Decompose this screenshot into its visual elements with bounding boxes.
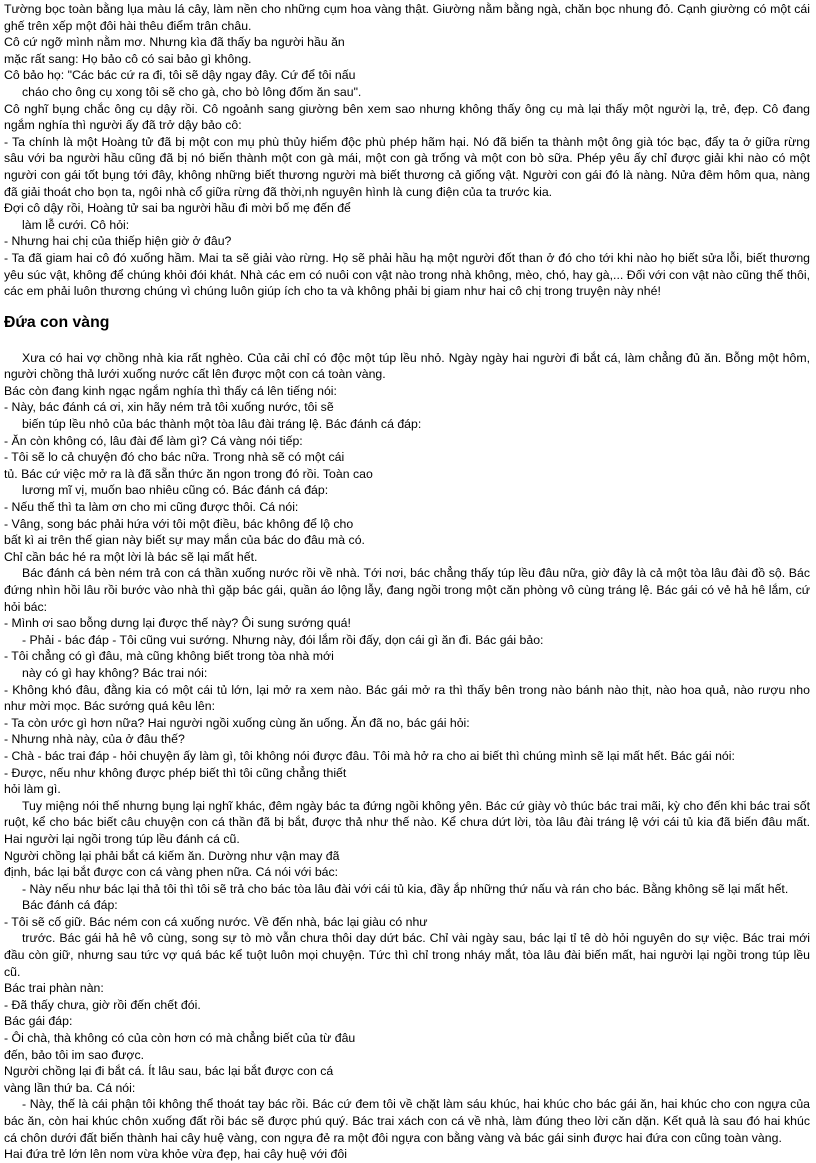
paragraph: trước. Bác gái hả hê vô cùng, song sự tò mò vẫn chưa thôi day dứt bác. Chỉ vài ngày sau, bác lại tỉ tê dò hỏi nguyên do sự việc. Bác trai mới đầu còn giữ, nhưng sau tức vợ quá bác kể tuột luôn mọi chuyện. Tức thì chỉ trong nháy mắt, tòa lâu đài biến mất, hai người lại ngồi trong túp lều cũ.	[4, 931, 810, 979]
paragraph: Tường bọc toàn bằng lụa màu lá cây, làm nền cho những cụm hoa vàng thật. Giường nằm bằng ngà, chăn bọc nhung đỏ. Cạnh giường có một cái ghế trên xếp một đôi hài thêu điểm trân châu.	[4, 2, 810, 33]
paragraph: Bác trai phàn nàn:	[4, 981, 104, 996]
paragraph: - Này, thế là cái phận tôi không thể thoát tay bác rồi. Bác cứ đem tôi về chặt làm sáu khúc, hai khúc cho bác gái ăn, hai khúc cho con ngựa của bác ăn, còn hai khúc chôn xuống đất rồi bác sẽ được phú quý. Bác trai xách con cá về nhà, làm đúng theo lời căn dặn. Kết quả là sau đó hai khúc cá chôn dưới đất biến thành hai cây huệ vàng, con ngựa đẻ ra một đôi ngựa con bằng vàng và bác gái sinh được hai đứa con cũng toàn vàng.	[4, 1097, 810, 1145]
paragraph: - Này, bác đánh cá ơi, xin hãy ném trả tôi xuống nước, tôi sẽ	[4, 400, 334, 415]
paragraph: tủ. Bác cứ việc mở ra là đã sẵn thức ăn ngon trong đó rồi. Toàn cao	[4, 466, 373, 481]
paragraph: Hai đứa trẻ lớn lên nom vừa khỏe vừa đẹp, hai cây huệ với đôi	[4, 1147, 347, 1162]
paragraph: làm lễ cưới. Cô hỏi:	[22, 217, 130, 232]
paragraph: cháo cho ông cụ xong tôi sẽ cho gà, cho bò lông đốm ăn sau".	[22, 84, 362, 99]
paragraph: - Ta đã giam hai cô đó xuống hầm. Mai ta sẽ giải vào rừng. Họ sẽ phải hầu hạ một người đốt than ở đó cho tới khi nào họ biết sửa lỗi, biết thương yêu súc vật, không để chúng khỏi đói khát. Nhà các em có nuôi con vật nào trong nhà không, mèo, chó, hay gà,... Đối với con vật nào cũng thế thôi, các em phải luôn thương chúng vì chúng luôn giúp ích cho ta và không phải bị giam như hai cô chị trong truyện này nhé!	[4, 250, 810, 299]
paragraph: - Ta còn ước gì hơn nữa? Hai người ngồi xuống cùng ăn uống. Ăn đã no, bác gái hỏi:	[4, 715, 470, 730]
paragraph: - Tôi sẽ lo cả chuyện đó cho bác nữa. Trong nhà sẽ có một cái	[4, 450, 345, 465]
story-heading: Đứa con vàng	[4, 313, 110, 331]
paragraph: bất kì ai trên thế gian này biết sự may mắn của bác do đâu mà có.	[4, 533, 365, 548]
paragraph: - Này nếu như bác lại thả tôi thì tôi sẽ trả cho bác tòa lâu đài với cái tủ kia, đầy ắp những thứ nấu và rán cho bác. Bằng không sẽ lại mất hết.	[22, 881, 789, 896]
paragraph: - Chà - bác trai đáp - hỏi chuyện ấy làm gì, tôi không nói được đâu. Tôi mà hở ra cho ai biết thì chúng mình sẽ lại mất hết. Bác gái nói:	[4, 748, 735, 763]
paragraph: - Ăn còn không có, lâu đài để làm gì? Cá vàng nói tiếp:	[4, 433, 303, 448]
paragraph: - Vâng, song bác phải hứa với tôi một điều, bác không để lộ cho	[4, 516, 354, 531]
paragraph: Người chồng lại phải bắt cá kiếm ăn. Dường như vận may đã	[4, 848, 340, 863]
paragraph: - Mình ơi sao bỗng dưng lại được thế này? Ôi sung sướng quá!	[4, 616, 351, 631]
paragraph: đến, bảo tôi im sao được.	[4, 1047, 145, 1062]
paragraph: biến túp lều nhỏ của bác thành một tòa lâu đài tráng lệ. Bác đánh cá đáp:	[22, 417, 422, 432]
paragraph: này có gì hay không? Bác trai nói:	[22, 665, 208, 680]
paragraph: Tuy miệng nói thế nhưng bụng lại nghĩ khác, đêm ngày bác ta đứng ngồi không yên. Bác cứ giày vò thúc bác trai mãi, kỳ cho đến khi bác trai sốt ruột, kể cho bác biết câu chuyện con cá thần đã bị bắt, được thả như thế nào. Kể chưa dứt lời, tòa lâu đài tráng lệ với cái tủ kia đã biến đâu mất. Hai người lại ngồi trong túp lều đánh cá cũ.	[4, 798, 810, 846]
paragraph: Xưa có hai vợ chồng nhà kia rất nghèo. Của cải chỉ có độc một túp lều nhỏ. Ngày ngày hai người đi bắt cá, làm chẳng đủ ăn. Bỗng một hôm, người chồng thả lưới xuống nước cất lên được một con cá toàn vàng.	[4, 350, 810, 382]
paragraph: - Tôi sẽ cố giữ. Bác ném con cá xuống nước. Về đến nhà, bác lại giàu có như	[4, 914, 428, 929]
paragraph: Bác đánh cá bèn ném trả con cá thần xuống nước rồi về nhà. Tới nơi, bác chẳng thấy túp lều đâu nữa, giờ đây là cả một tòa lâu đài đồ sộ. Bác đứng nhìn hồi lâu rồi bước vào nhà thì gặp bác gái, quần áo lộng lẫy, đang ngồi trong một căn phòng vô cùng tráng lệ. Bác gái có vẻ hả hê lắm, cứ hỏi bác:	[4, 566, 810, 614]
paragraph: hỏi làm gì.	[4, 782, 61, 797]
paragraph: Người chồng lại đi bắt cá. Ít lâu sau, bác lại bắt được con cá	[4, 1064, 334, 1079]
paragraph: - Đã thấy chưa, giờ rồi đến chết đói.	[4, 997, 201, 1012]
paragraph: - Nếu thế thì ta làm ơn cho mi cũng được thôi. Cá nói:	[4, 500, 299, 515]
paragraph: Chỉ cần bác hé ra một lời là bác sẽ lại mất hết.	[4, 549, 258, 564]
paragraph: mặc rất sang: Họ bảo cô có sai bảo gì không.	[4, 51, 252, 66]
paragraph: Bác còn đang kinh ngạc ngắm nghía thì thấy cá lên tiếng nói:	[4, 383, 337, 398]
paragraph: - Nhưng hai chị của thiếp hiện giờ ở đâu?	[4, 234, 232, 249]
paragraph: Cô nghĩ bụng chắc ông cụ dậy rồi. Cô ngoảnh sang giường bên xem sao nhưng không thấy ông cụ mà lại thấy một người lạ, trẻ, đẹp. Cô đang ngắm nghía thì người ấy đã trở dậy bảo cô:	[4, 101, 810, 133]
paragraph: Cô cứ ngỡ mình nằm mơ. Nhưng kìa đã thấy ba người hầu ăn	[4, 35, 345, 50]
paragraph: Bác đánh cá đáp:	[22, 898, 118, 913]
paragraph: - Được, nếu như không được phép biết thì tôi cũng chẳng thiết	[4, 765, 347, 780]
paragraph: vàng lần thứ ba. Cá nói:	[4, 1080, 136, 1095]
paragraph: - Phải - bác đáp - Tôi cũng vui sướng. Nhưng này, đói lắm rồi đấy, dọn cái gì ăn đi. Bác gái bảo:	[22, 632, 544, 647]
paragraph: định, bác lại bắt được con cá vàng phen nữa. Cá nói với bác:	[4, 865, 339, 880]
paragraph: Bác gái đáp:	[4, 1014, 73, 1029]
paragraph: Cô bảo họ: "Các bác cứ ra đi, tôi sẽ dậy ngay đây. Cứ để tôi nấu	[4, 68, 356, 83]
text-column	[4, 1, 810, 1163]
paragraph: lương mĩ vị, muốn bao nhiêu cũng có. Bác đánh cá đáp:	[22, 483, 329, 498]
paragraph: - Ôi chà, thà không có của còn hơn có mà chẳng biết của từ đâu	[4, 1031, 356, 1046]
paragraph: - Nhưng nhà này, của ở đâu thế?	[4, 732, 185, 747]
paragraph: - Ta chính là một Hoàng tử đã bị một con mụ phù thủy hiểm độc phù phép hãm hại. Nó đã biến ta thành một ông già tóc bạc, đẩy ta ở giữa rừng sâu với ba người hầu cũng đã bị nó biến thành một con gà mái, một con gà trống và một con bò sữa. Phép yêu ấy chỉ được giải khi nào có một người con gái tốt bụng tới đây, không những biết thương người mà biết thương cả giống vật. Người con gái đó là nàng. Nửa đêm hôm qua, nàng đã giải thoát cho bọn ta, ngôi nhà cổ giữa rừng đã thời,nh nguyên hình là cung điện của ta trước kia.	[4, 134, 810, 199]
paragraph: - Tôi chẳng có gì đâu, mà cũng không biết trong tòa nhà mới	[4, 649, 334, 664]
paragraph: Đợi cô dậy rồi, Hoàng tử sai ba người hầu đi mời bố mẹ đến để	[4, 201, 351, 216]
paragraph: - Không khó đâu, đằng kia có một cái tủ lớn, lại mở ra xem nào. Bác gái mở ra thì thấy bên trong nào bánh nào thịt, nào hoa quả, nào rượu nho như mời mọc. Bác sướng quá kêu lên:	[4, 682, 810, 714]
